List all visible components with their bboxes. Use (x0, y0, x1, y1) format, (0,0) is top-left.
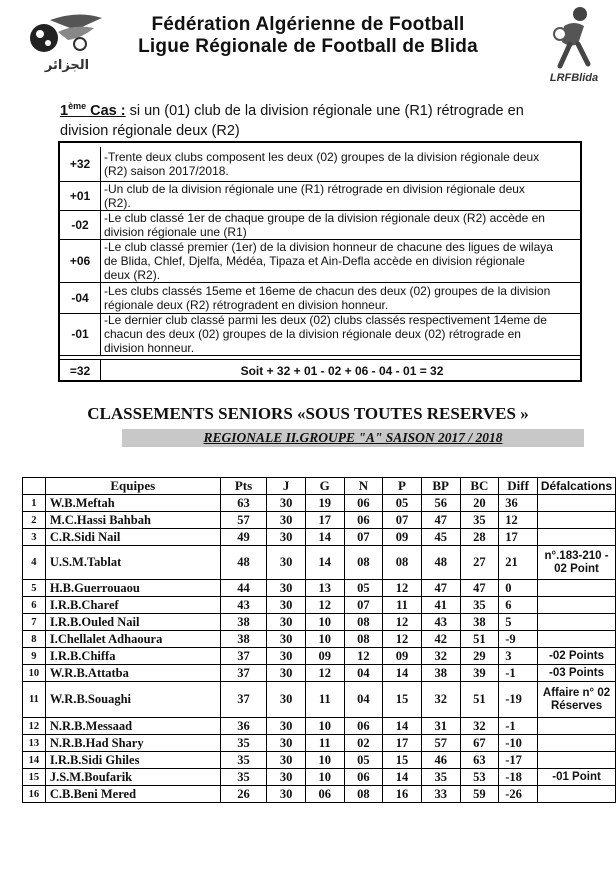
cell-g: 11 (305, 735, 344, 752)
cell-pts: 57 (220, 512, 267, 529)
cell-g: 09 (305, 648, 344, 665)
cell-diff: 5 (499, 614, 538, 631)
cell-team: U.S.M.Tablat (45, 546, 220, 580)
cell-bc: 35 (460, 512, 499, 529)
cell-rank: 15 (23, 769, 46, 786)
cell-rank: 11 (23, 682, 46, 718)
calc-row-description-line: -Trente deux clubs composent les deux (02) groupes de la division régionale deux (104, 150, 540, 164)
cell-def: n°.183-210 - 02 Point (538, 546, 616, 580)
table-row (23, 580, 616, 597)
cell-n: 05 (344, 752, 383, 769)
cell-bc: 35 (460, 597, 499, 614)
federation-title: Fédération Algérienne de Football (151, 14, 465, 35)
calc-row-description-line: -Le club classé 1er de chaque groupe de la division régionale deux (R2) accède en (104, 210, 545, 225)
cell-team: J.S.M.Boufarik (45, 769, 220, 786)
cell-bp: 42 (421, 631, 460, 648)
group-season-banner: REGIONALE II.GROUPE "A" SAISON 2017 / 2018 (122, 429, 584, 447)
calc-row-value: +32 (60, 147, 101, 181)
column-header: Défalcations (538, 478, 616, 495)
cell-pts: 37 (220, 682, 267, 718)
cell-n: 08 (344, 786, 383, 803)
cell-j: 30 (267, 597, 306, 614)
cell-g: 13 (305, 580, 344, 597)
cell-diff: -9 (499, 631, 538, 648)
cell-def (538, 512, 616, 529)
cell-n: 06 (344, 495, 383, 512)
cell-n: 08 (344, 614, 383, 631)
cell-n: 02 (344, 735, 383, 752)
cell-p: 12 (383, 580, 422, 597)
cell-bc: 51 (460, 682, 499, 718)
cell-bc: 39 (460, 665, 499, 682)
calc-row-description (104, 210, 578, 239)
cell-diff: -18 (499, 769, 538, 786)
cell-pts: 48 (220, 546, 267, 580)
calc-row-value: -04 (60, 282, 101, 313)
cell-diff: -17 (499, 752, 538, 769)
table-row (23, 529, 616, 546)
cell-diff: -1 (499, 718, 538, 735)
cell-g: 10 (305, 614, 344, 631)
calc-row-description-line: (R2). (104, 195, 131, 210)
cell-pts: 26 (220, 786, 267, 803)
cell-n: 06 (344, 769, 383, 786)
calc-row-description-line: -Le dernier club classé parmi les deux (02) clubs classés respectivement 14eme de (104, 313, 547, 327)
cell-def: -02 Points (538, 648, 616, 665)
cell-pts: 43 (220, 597, 267, 614)
cell-g: 10 (305, 752, 344, 769)
cell-p: 14 (383, 769, 422, 786)
cell-rank: 1 (23, 495, 46, 512)
calc-row-description-line: -Un club de la division régionale une (R1) rétrograde en division régionale deux (104, 181, 525, 196)
calc-row-description-line: division honneur. (104, 341, 195, 355)
cell-def (538, 597, 616, 614)
cell-p: 09 (383, 648, 422, 665)
cell-pts: 63 (220, 495, 267, 512)
table-row (23, 512, 616, 529)
calc-row (60, 181, 580, 211)
cell-team: M.C.Hassi Bahbah (45, 512, 220, 529)
cell-def (538, 786, 616, 803)
cell-n: 06 (344, 718, 383, 735)
calc-row-description (104, 181, 578, 210)
cell-bc: 32 (460, 718, 499, 735)
calc-row-description (104, 282, 578, 313)
club-count-calculation-box (58, 141, 582, 382)
cell-def (538, 580, 616, 597)
table-row (23, 665, 616, 682)
cell-n: 04 (344, 665, 383, 682)
cell-def (538, 495, 616, 512)
case-description (60, 96, 580, 141)
column-header: Pts (220, 478, 267, 495)
calc-row-description-line: -Le club classé premier (1er) de la division honneur de chacune des ligues de wilaya (104, 239, 553, 254)
cell-rank: 8 (23, 631, 46, 648)
column-header: P (383, 478, 422, 495)
cell-bp: 47 (421, 512, 460, 529)
cell-team: N.R.B.Had Shary (45, 735, 220, 752)
cell-rank: 5 (23, 580, 46, 597)
cell-j: 30 (267, 786, 306, 803)
cell-def (538, 614, 616, 631)
table-row (23, 735, 616, 752)
column-header: BP (421, 478, 460, 495)
cell-def (538, 735, 616, 752)
cell-j: 30 (267, 769, 306, 786)
cell-diff: 17 (499, 529, 538, 546)
cell-bp: 46 (421, 752, 460, 769)
cell-diff: -1 (499, 665, 538, 682)
cell-rank: 14 (23, 752, 46, 769)
cell-pts: 36 (220, 718, 267, 735)
cell-rank: 13 (23, 735, 46, 752)
cell-g: 14 (305, 529, 344, 546)
cell-team: I.R.B.Ouled Nail (45, 614, 220, 631)
cell-team: W.R.B.Attatba (45, 665, 220, 682)
cell-def: -03 Points (538, 665, 616, 682)
calc-total-formula: Soit + 32 + 01 - 02 + 06 - 04 - 01 = 32 (240, 364, 444, 378)
standings-table (22, 477, 616, 803)
cell-p: 14 (383, 665, 422, 682)
cell-bc: 28 (460, 529, 499, 546)
cell-j: 30 (267, 529, 306, 546)
cell-bp: 32 (421, 682, 460, 718)
cell-def: -01 Point (538, 769, 616, 786)
cell-p: 11 (383, 597, 422, 614)
cell-g: 19 (305, 495, 344, 512)
table-row (23, 495, 616, 512)
cell-bc: 53 (460, 769, 499, 786)
cell-team: I.Chellalet Adhaoura (45, 631, 220, 648)
cell-bp: 47 (421, 580, 460, 597)
cell-pts: 35 (220, 752, 267, 769)
table-row (23, 597, 616, 614)
cell-j: 30 (267, 752, 306, 769)
cell-diff: 6 (499, 597, 538, 614)
calc-row-description-line: division régionale une (R1) (104, 224, 247, 239)
cell-bp: 43 (421, 614, 460, 631)
cell-bp: 56 (421, 495, 460, 512)
cell-bp: 38 (421, 665, 460, 682)
cell-g: 17 (305, 512, 344, 529)
cell-n: 04 (344, 682, 383, 718)
table-row (23, 648, 616, 665)
cell-p: 15 (383, 682, 422, 718)
cell-rank: 2 (23, 512, 46, 529)
cell-n: 08 (344, 631, 383, 648)
cell-def (538, 529, 616, 546)
cell-g: 10 (305, 769, 344, 786)
cell-bp: 33 (421, 786, 460, 803)
cell-n: 06 (344, 512, 383, 529)
cell-bc: 20 (460, 495, 499, 512)
calc-row-description-line: deux (R2). (104, 267, 161, 282)
column-header: Diff (499, 478, 538, 495)
calc-row-value: -02 (60, 210, 101, 239)
calc-row (60, 239, 580, 283)
table-row (23, 614, 616, 631)
calc-row-description-line: régionale deux (R2) rétrogradent en division honneur. (104, 297, 389, 312)
cell-j: 30 (267, 665, 306, 682)
cell-bp: 35 (421, 769, 460, 786)
calc-total-value: =32 (60, 360, 101, 382)
calc-row-description (104, 313, 578, 355)
cell-diff: 21 (499, 546, 538, 580)
cell-rank: 12 (23, 718, 46, 735)
calc-row-value: -01 (60, 313, 101, 355)
cell-n: 07 (344, 529, 383, 546)
classement-title: CLASSEMENTS SENIORS «SOUS TOUTES RESERVES » (87, 404, 529, 423)
cell-bc: 38 (460, 614, 499, 631)
calc-row-description (104, 239, 578, 282)
calc-row-description-line: de Blida, Chlef, Djelfa, Médéa, Tipaza et Ain-Defla accède en division régionale (104, 253, 525, 268)
cell-bp: 57 (421, 735, 460, 752)
cell-bc: 51 (460, 631, 499, 648)
standings-header-row (23, 478, 616, 495)
cell-g: 14 (305, 546, 344, 580)
column-header (23, 478, 46, 495)
league-title: Ligue Régionale de Football de Blida (138, 36, 478, 57)
cell-team: I.R.B.Sidi Ghiles (45, 752, 220, 769)
cell-pts: 38 (220, 614, 267, 631)
calc-row-description-line: -Les clubs classés 15eme et 16eme de chacun des deux (02) groupes de la division (104, 283, 551, 298)
column-header: Equipes (45, 478, 220, 495)
cell-diff: 36 (499, 495, 538, 512)
cell-bc: 29 (460, 648, 499, 665)
cell-bc: 59 (460, 786, 499, 803)
cell-g: 06 (305, 786, 344, 803)
faf-logo-caption: الجزائر (44, 58, 90, 73)
cell-bp: 48 (421, 546, 460, 580)
cell-bp: 31 (421, 718, 460, 735)
lrf-blida-logo (540, 4, 606, 88)
cell-j: 30 (267, 631, 306, 648)
cell-diff: 12 (499, 512, 538, 529)
cell-j: 30 (267, 718, 306, 735)
cell-j: 30 (267, 580, 306, 597)
cell-diff: -26 (499, 786, 538, 803)
cell-j: 30 (267, 546, 306, 580)
cell-p: 08 (383, 546, 422, 580)
cell-diff: -19 (499, 682, 538, 718)
cell-pts: 35 (220, 769, 267, 786)
cell-diff: 0 (499, 580, 538, 597)
cell-j: 30 (267, 495, 306, 512)
calc-row (60, 282, 580, 314)
table-row (23, 752, 616, 769)
calc-row (60, 210, 580, 240)
cell-p: 12 (383, 631, 422, 648)
case-text-line1: si un (01) club de la division régionale une (R1) rétrograde en (125, 102, 524, 119)
table-row (23, 631, 616, 648)
cell-team: H.B.Guerrouaou (45, 580, 220, 597)
cell-p: 15 (383, 752, 422, 769)
cell-rank: 3 (23, 529, 46, 546)
cell-pts: 44 (220, 580, 267, 597)
cell-pts: 37 (220, 648, 267, 665)
calc-row (60, 313, 580, 356)
table-row (23, 718, 616, 735)
calc-row-description-line: chacun des deux (02) groupes de la division régionale deux (02) rétrograde en (104, 327, 521, 341)
cell-g: 12 (305, 665, 344, 682)
cell-p: 12 (383, 614, 422, 631)
cell-bc: 67 (460, 735, 499, 752)
cell-n: 05 (344, 580, 383, 597)
cell-pts: 35 (220, 735, 267, 752)
cell-rank: 7 (23, 614, 46, 631)
cell-pts: 38 (220, 631, 267, 648)
cell-rank: 16 (23, 786, 46, 803)
cell-g: 12 (305, 597, 344, 614)
column-header: J (267, 478, 306, 495)
calc-row-description-line: (R2) saison 2017/2018. (104, 164, 229, 178)
cell-def (538, 752, 616, 769)
cell-bc: 47 (460, 580, 499, 597)
calc-row (60, 147, 580, 182)
cell-bc: 63 (460, 752, 499, 769)
cell-p: 16 (383, 786, 422, 803)
cell-p: 14 (383, 718, 422, 735)
cell-pts: 49 (220, 529, 267, 546)
column-header: N (344, 478, 383, 495)
cell-n: 12 (344, 648, 383, 665)
calc-row-description (104, 147, 578, 181)
table-row (23, 682, 616, 718)
cell-j: 30 (267, 682, 306, 718)
cell-team: C.R.Sidi Nail (45, 529, 220, 546)
cell-j: 30 (267, 614, 306, 631)
cell-p: 07 (383, 512, 422, 529)
cell-rank: 10 (23, 665, 46, 682)
cell-team: W.R.B.Souaghi (45, 682, 220, 718)
cell-g: 11 (305, 682, 344, 718)
cell-g: 10 (305, 718, 344, 735)
calc-row-value: +06 (60, 239, 101, 282)
cell-bc: 27 (460, 546, 499, 580)
lrf-blida-logo-caption: LRFBlida (549, 72, 599, 84)
cell-p: 17 (383, 735, 422, 752)
cell-bp: 32 (421, 648, 460, 665)
table-row (23, 786, 616, 803)
cell-p: 05 (383, 495, 422, 512)
cell-n: 08 (344, 546, 383, 580)
cell-team: I.R.B.Charef (45, 597, 220, 614)
cell-team: C.B.Beni Mered (45, 786, 220, 803)
column-header: BC (460, 478, 499, 495)
cell-bp: 45 (421, 529, 460, 546)
cell-rank: 9 (23, 648, 46, 665)
cell-n: 07 (344, 597, 383, 614)
cell-team: I.R.B.Chiffa (45, 648, 220, 665)
case-text-line2: division régionale deux (R2) (60, 122, 240, 139)
cell-j: 30 (267, 512, 306, 529)
cell-diff: 3 (499, 648, 538, 665)
case-label: 1ème Cas : (60, 101, 126, 119)
cell-def (538, 631, 616, 648)
cell-pts: 37 (220, 665, 267, 682)
cell-rank: 4 (23, 546, 46, 580)
cell-rank: 6 (23, 597, 46, 614)
cell-def (538, 718, 616, 735)
calc-total-row (60, 359, 580, 382)
cell-bp: 41 (421, 597, 460, 614)
cell-def: Affaire n° 02 Réserves (538, 682, 616, 718)
cell-j: 30 (267, 735, 306, 752)
table-row (23, 769, 616, 786)
cell-p: 09 (383, 529, 422, 546)
table-row (23, 546, 616, 580)
cell-j: 30 (267, 648, 306, 665)
cell-team: N.R.B.Messaad (45, 718, 220, 735)
cell-g: 10 (305, 631, 344, 648)
cell-team: W.B.Meftah (45, 495, 220, 512)
cell-diff: -10 (499, 735, 538, 752)
calc-row-value: +01 (60, 181, 101, 210)
column-header: G (305, 478, 344, 495)
